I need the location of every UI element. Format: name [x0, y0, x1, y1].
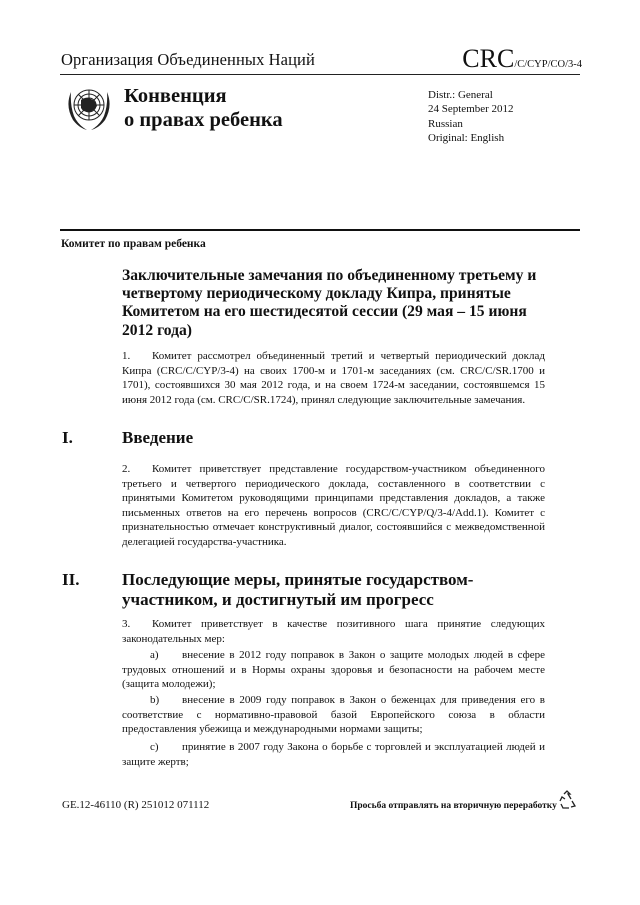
- symbol-suffix: /C/CYP/CO/3-4: [514, 59, 582, 70]
- section-heading-1: [62, 428, 193, 448]
- section-number: II.: [62, 570, 80, 589]
- convention-title-line1: Конвенция: [124, 85, 227, 107]
- paragraph-3: [122, 617, 545, 646]
- distr-language: Russian: [428, 117, 463, 130]
- paragraph-text: Комитет рассмотрел объединенный третий и четвертый периодический доклад Кипра (CRC/C/CYP/3-4) на своих 1700-м и 1701-м заседаниях (см. CRC/C/SR.1700 и 1701), состоявшихся 30 мая 2012 года, и на своем 1724-м заседании, состоявшемся 15 июня 2012 года (см. CRC/C/SR.1724), принял следующие заключительные замечания.: [122, 350, 545, 406]
- paragraph-2: [122, 462, 545, 550]
- subparagraph-a: [122, 648, 545, 692]
- section-heading-2: [62, 570, 502, 609]
- distribution-block: [428, 88, 514, 145]
- committee-name: Комитет по правам ребенка: [61, 238, 206, 250]
- organization-name: Организация Объединенных Наций: [61, 50, 315, 69]
- paragraph-text: Комитет приветствует представление государством-участником объединенного третьего и четвертого периодического доклада, составленного в соответствии с принятыми Комитетом руководящими принципами представления докладов, а также письменных ответов на его перечень вопросов (CRC/C/CYP/Q/3-4/Add.1). Комитет с признательностью отмечает конструктивный диалог, состоявшийся с межведомственной делегацией государства-участника.: [122, 463, 545, 548]
- recycle-notice: Просьба отправлять на вторичную переработку: [350, 801, 557, 811]
- header-rule: [60, 74, 580, 75]
- paragraph-1: [122, 349, 545, 407]
- convention-title-line2: о правах ребенка: [124, 109, 283, 131]
- subparagraph-c: [122, 740, 545, 769]
- subparagraph-text: внесение в 2009 году поправок в Закон о беженцах для приведения его в соответствие с нормативно-правовой базой Европейского союза в области предоставления убежища и международными нормами защиты;: [122, 694, 545, 736]
- recycle-icon: [556, 789, 578, 811]
- convention-title: [124, 84, 283, 132]
- subparagraph-text: принятие в 2007 году Закона о борьбе с торговлей и эксплуатацией людей и защите жертв;: [122, 741, 545, 768]
- paragraph-number: 1.: [122, 350, 131, 362]
- subparagraph-letter: a): [150, 649, 159, 661]
- section-title: Последующие меры, принятые государством-участником, и достигнутый им прогресс: [122, 570, 474, 609]
- symbol-main: CRC: [462, 44, 515, 73]
- distr-date: 24 September 2012: [428, 103, 514, 116]
- un-emblem-icon: [63, 80, 115, 132]
- paragraph-number: 3.: [122, 618, 131, 630]
- subparagraph-letter: c): [150, 741, 159, 753]
- document-title: Заключительные замечания по объединенному третьему и четвертому периодическому докладу Кипра, принятые Комитетом на его шестидесятой сессии (29 мая – 15 июня 2012 года): [122, 267, 537, 339]
- section-title: Введение: [122, 428, 194, 447]
- subparagraph-b: [122, 693, 545, 737]
- subparagraph-text: внесение в 2012 году поправок в Закон о защите молодых людей в сфере трудовых отношений и в Нормы охраны здоровья и безопасности на рабочем месте (защита молодежи);: [122, 649, 545, 691]
- section-number: I.: [62, 428, 73, 447]
- header-thick-rule: [60, 229, 580, 231]
- footer-document-code: GE.12-46110 (R) 251012 071112: [62, 799, 210, 811]
- distr-original: Original: English: [428, 131, 505, 144]
- document-symbol: [462, 44, 582, 74]
- distr-status: Distr.: General: [428, 89, 493, 101]
- paragraph-number: 2.: [122, 463, 131, 475]
- paragraph-text: Комитет приветствует в качестве позитивного шага принятие следующих законодательных мер:: [122, 618, 545, 645]
- subparagraph-letter: b): [150, 694, 160, 706]
